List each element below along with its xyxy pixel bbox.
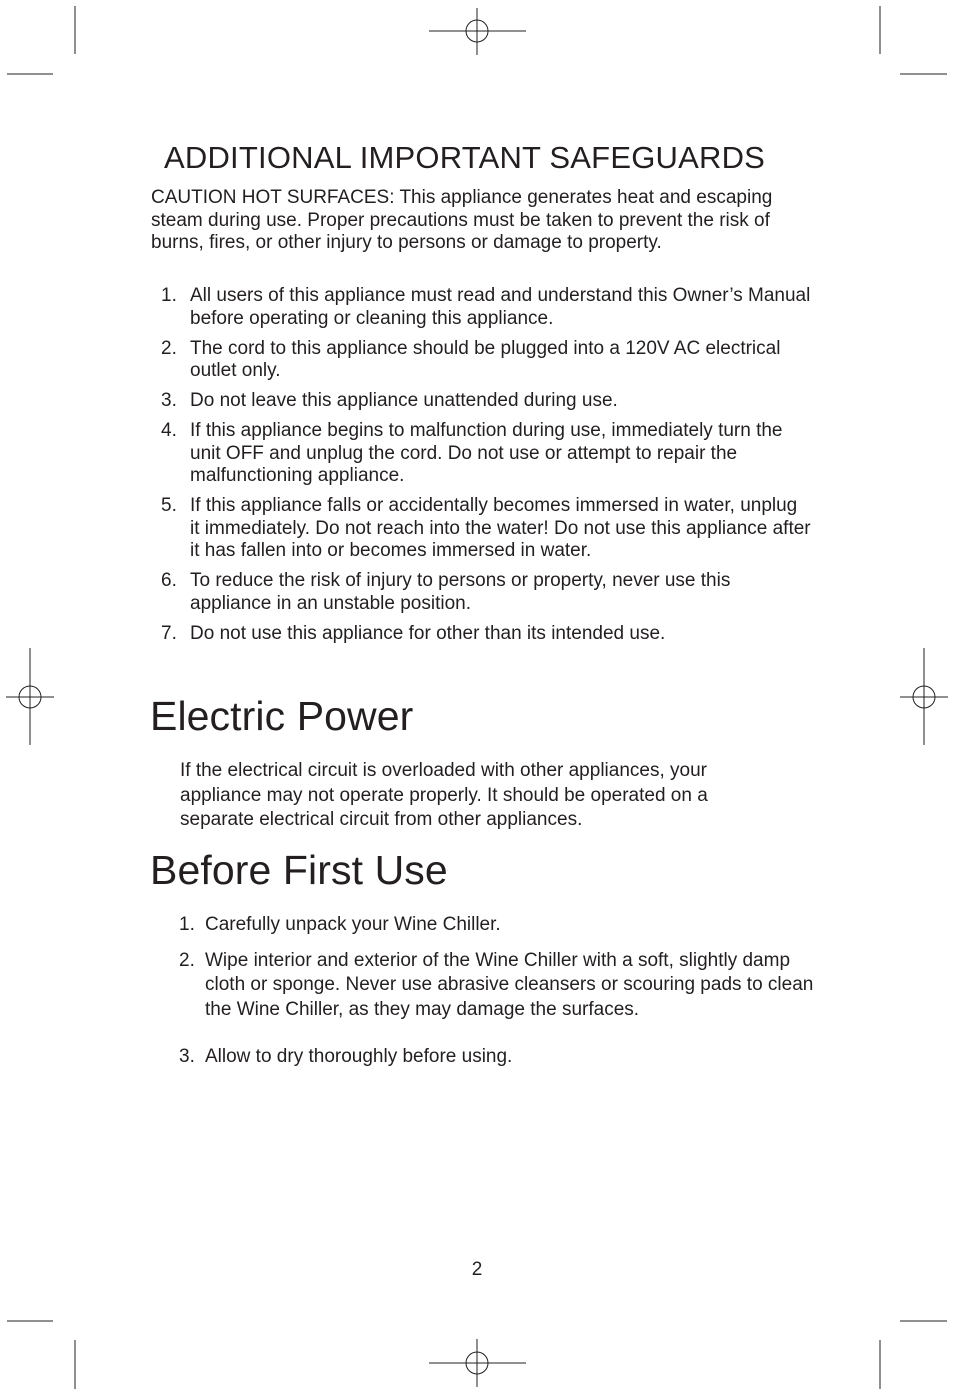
- list-item: [161, 570, 811, 615]
- list-item: [161, 420, 811, 488]
- list-item: [179, 949, 819, 1023]
- list-item: [161, 390, 811, 413]
- list-item: [161, 623, 811, 646]
- list-item: [161, 285, 811, 330]
- item-number: 2.: [161, 337, 177, 359]
- item-number: 3.: [161, 390, 177, 411]
- item-text: If this appliance begins to malfunction during use, immediately turn the unit OFF and unplug the cord. Do not use or attempt to repair the malfunctioning appliance.: [190, 420, 783, 486]
- item-text: Do not leave this appliance unattended during use.: [190, 390, 618, 411]
- item-number: 5.: [161, 495, 177, 516]
- caution-paragraph: CAUTION HOT SURFACES: This appliance generates heat and escaping steam during use. Proper precautions must be taken to prevent the risk of burns, fires, or other injury to persons or damage to property.: [151, 187, 773, 253]
- item-text: Allow to dry thoroughly before using.: [205, 1046, 513, 1067]
- list-item: [179, 1045, 819, 1070]
- item-text: If this appliance falls or accidentally becomes immersed in water, unplug it immediately. Do not reach into the water! Do not use this appliance after it has fallen into or becomes immersed in water.: [190, 495, 811, 561]
- item-text: To reduce the risk of injury to persons or property, never use this appliance in an unstable position.: [190, 570, 731, 614]
- item-number: 6.: [161, 570, 177, 591]
- before-first-use-heading: Before First Use: [150, 847, 448, 893]
- safeguards-heading: ADDITIONAL IMPORTANT SAFEGUARDS: [164, 140, 766, 175]
- list-item: [179, 913, 819, 938]
- list-item: [161, 338, 811, 383]
- electric-power-paragraph: If the electrical circuit is overloaded with other appliances, your appliance may not operate properly. It should be operated on a separate electrical circuit from other appliances.: [180, 760, 708, 830]
- item-number: 4.: [161, 420, 177, 441]
- item-text: Wipe interior and exterior of the Wine Chiller with a soft, slightly damp cloth or sponge. Never use abrasive cleansers or scouring pads to clean the Wine Chiller, as they may damage the surfaces.: [205, 949, 814, 1020]
- electric-power-heading: Electric Power: [150, 693, 414, 739]
- page-number: 2: [471, 1259, 483, 1280]
- item-text: All users of this appliance must read and understand this Owner’s Manual before operating or cleaning this appliance.: [190, 285, 811, 329]
- item-number: 1.: [161, 285, 177, 306]
- item-text: Do not use this appliance for other than its intended use.: [190, 622, 666, 644]
- list-item: [161, 495, 811, 563]
- before-first-use-list: [179, 913, 819, 1070]
- item-text: Carefully unpack your Wine Chiller.: [205, 914, 501, 935]
- item-number: 3.: [179, 1046, 195, 1067]
- item-number: 7.: [161, 622, 177, 644]
- item-text: The cord to this appliance should be plugged into a 120V AC electrical outlet only.: [190, 337, 781, 381]
- safeguards-list: [161, 285, 811, 653]
- item-number: 2.: [179, 949, 195, 971]
- item-number: 1.: [179, 914, 195, 935]
